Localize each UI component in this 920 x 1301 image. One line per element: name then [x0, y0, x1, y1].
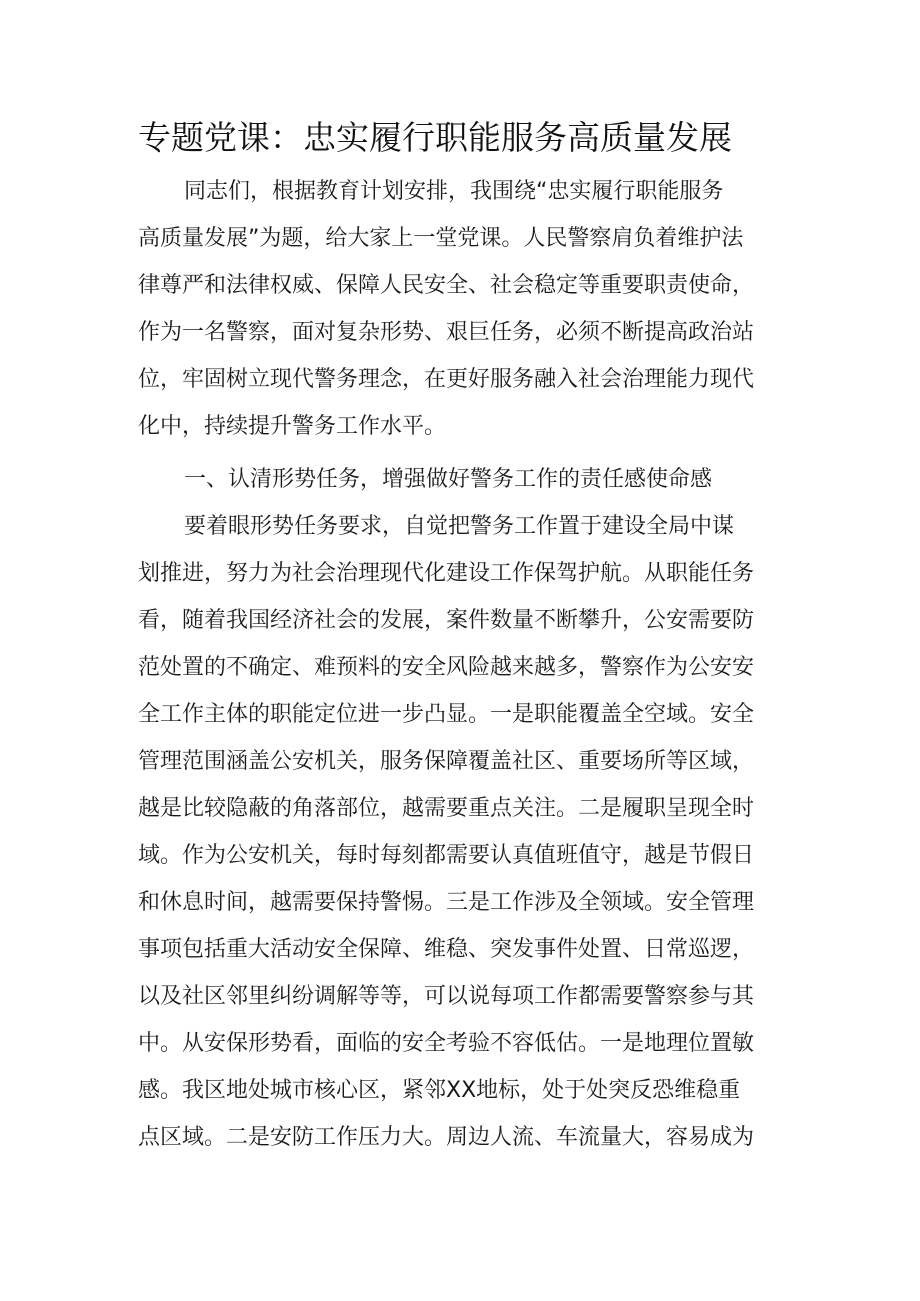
paragraph-line: 律尊严和法律权威、保障人民安全、社会稳定等重要职责使命， [138, 273, 755, 298]
paragraph-line: 以及社区邻里纠纷调解等等，可以说每项工作都需要警察参与其 [138, 984, 755, 1009]
paragraph-line: 域。作为公安机关，每时每刻都需要认真值班值守，越是节假日 [138, 843, 755, 868]
paragraph-line: 高质量发展”为题，给大家上一堂党课。人民警察肩负着维护法 [138, 226, 744, 251]
document-title: 专题党课：忠实履行职能服务高质量发展 [138, 118, 732, 157]
paragraph-line: 化中，持续提升警务工作水平。 [138, 414, 447, 439]
section-heading [138, 456, 798, 503]
paragraph-line: 位，牢固树立现代警务理念，在更好服务融入社会治理能力现代 [138, 367, 755, 392]
paragraph-line: 同志们，根据教育计划安排，我围绕“忠实履行职能服务 [184, 179, 724, 204]
intro-paragraph [138, 168, 798, 450]
paragraph-line: 看，随着我国经济社会的发展，案件数量不断攀升，公安需要防 [138, 608, 755, 633]
paragraph-line: 中。从安保形势看，面临的安全考验不容低估。一是地理位置敏 [138, 1031, 755, 1056]
paragraph-line: 划推进，努力为社会治理现代化建设工作保驾护航。从职能任务 [138, 561, 755, 586]
paragraph-line: 感。我区地处城市核心区，紧邻XX地标，处于处突反恐维稳重 [138, 1078, 741, 1103]
paragraph-line: 要着眼形势任务要求，自觉把警务工作置于建设全局中谋 [184, 514, 735, 539]
paragraph-line: 和休息时间，越需要保持警惕。三是工作涉及全领域。安全管理 [138, 890, 755, 915]
paragraph-line: 作为一名警察，面对复杂形势、艰巨任务，必须不断提高政治站 [138, 320, 755, 345]
section-heading-text: 一、认清形势任务，增强做好警务工作的责任感使命感 [184, 467, 713, 492]
paragraph-line: 点区域。二是安防工作压力大。周边人流、车流量大，容易成为 [138, 1125, 755, 1150]
paragraph-line: 范处置的不确定、难预料的安全风险越来越多，警察作为公安安 [138, 655, 755, 680]
paragraph-line: 管理范围涵盖公安机关，服务保障覆盖社区、重要场所等区域， [138, 749, 755, 774]
section-paragraph [138, 503, 798, 1161]
paragraph-line: 越是比较隐蔽的角落部位，越需要重点关注。二是履职呈现全时 [138, 796, 755, 821]
paragraph-line: 事项包括重大活动安全保障、维稳、突发事件处置、日常巡逻， [138, 937, 755, 962]
paragraph-line: 全工作主体的职能定位进一步凸显。一是职能覆盖全空域。安全 [138, 702, 755, 727]
